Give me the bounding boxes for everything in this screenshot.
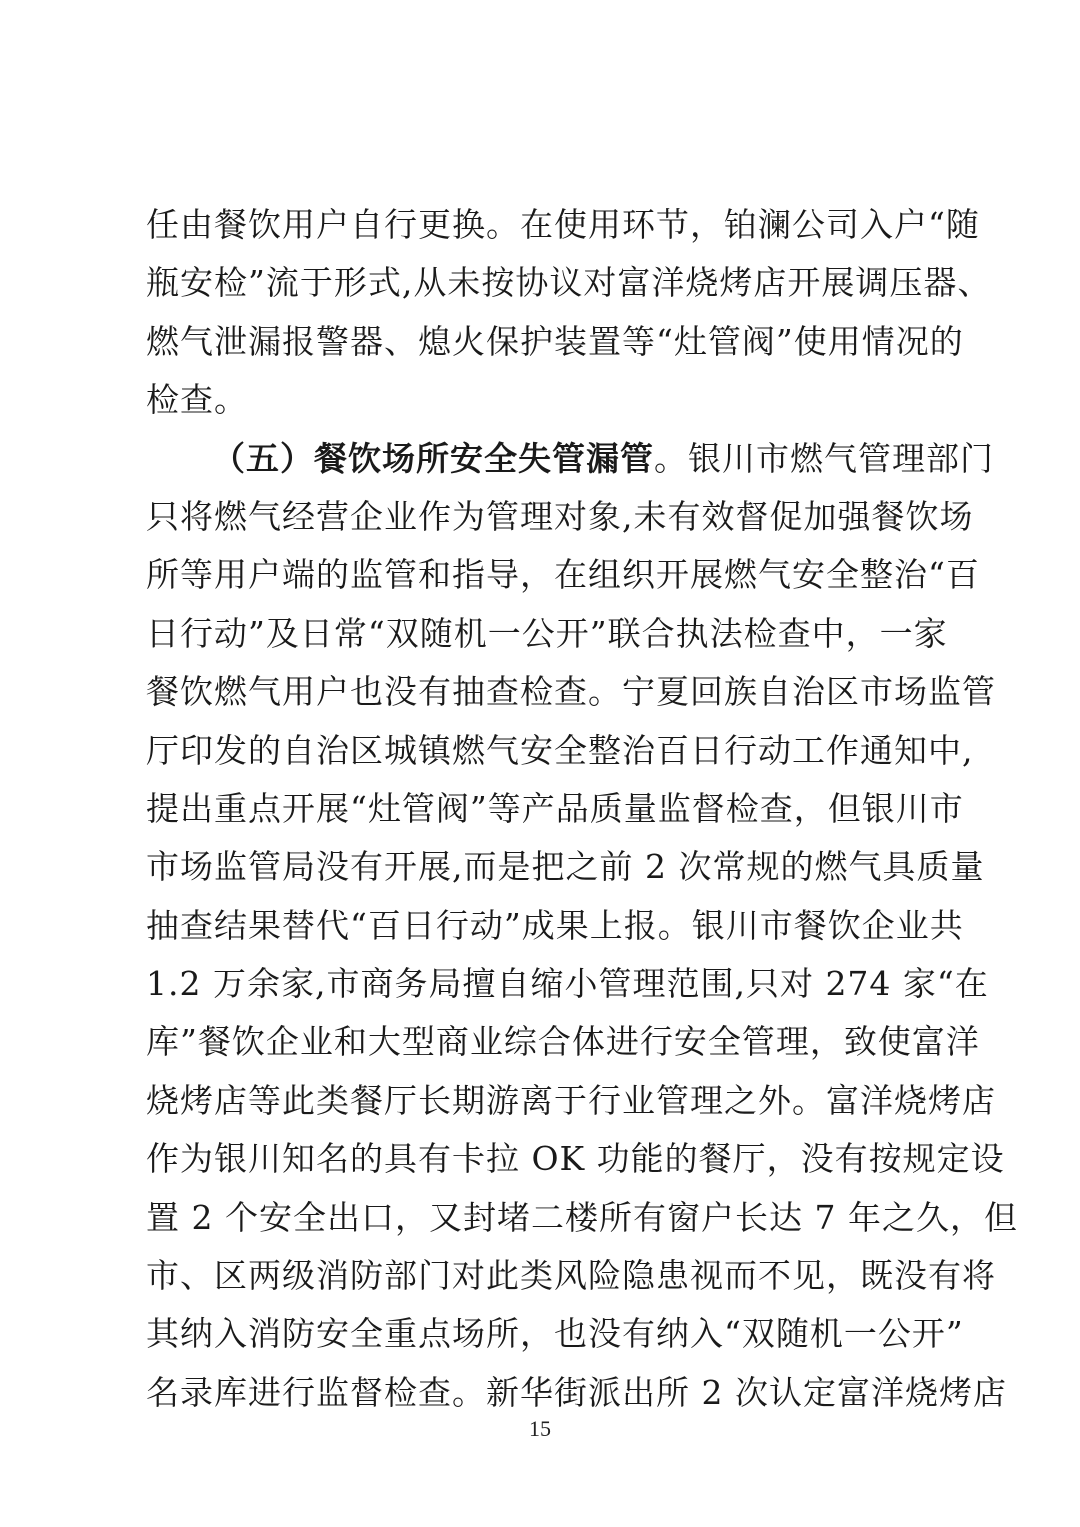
document-body xyxy=(146,196,1018,1422)
paragraph-1 xyxy=(146,196,992,430)
text-line: 名录库进行监督检查。新华街派出所 2 次认定富洋烧烤店 xyxy=(146,1372,1007,1412)
text-line: 其纳入消防安全重点场所，也没有纳入“双随机一公开” xyxy=(146,1314,964,1354)
text-line: 置 2 个安全出口，又封堵二楼所有窗户长达 7 年之久，但 xyxy=(146,1197,1018,1237)
text-line: 提出重点开展“灶管阀”等产品质量监督检查，但银川市 xyxy=(146,788,964,828)
section-heading: （五）餐饮场所安全失管漏管 xyxy=(212,438,654,478)
text-line: 日行动”及日常“双随机一公开”联合执法检查中，一家 xyxy=(146,613,948,653)
text-line: 瓶安检”流于形式,从未按协议对富洋烧烤店开展调压器、 xyxy=(146,263,992,303)
text-line: 1.2 万余家,市商务局擅自缩小管理范围,只对 274 家“在 xyxy=(146,964,989,1004)
text-line: 市场监管局没有开展,而是把之前 2 次常规的燃气具质量 xyxy=(146,847,985,887)
text-line: 所等用户端的监管和指导，在组织开展燃气安全整治“百 xyxy=(146,555,980,595)
text-line: 检查。 xyxy=(146,380,248,420)
paragraph-2 xyxy=(146,430,1018,1423)
text-line: 厅印发的自治区城镇燃气安全整治百日行动工作通知中, xyxy=(146,730,974,770)
heading-line-text: 。银川市燃气管理部门 xyxy=(654,438,994,478)
page-number: 15 xyxy=(529,1416,551,1441)
text-line: 燃气泄漏报警器、熄火保护装置等“灶管阀”使用情况的 xyxy=(146,321,964,361)
text-line: 只将燃气经营企业作为管理对象,未有效督促加强餐饮场 xyxy=(146,496,974,536)
text-line: 烧烤店等此类餐厅长期游离于行业管理之外。富洋烧烤店 xyxy=(146,1080,996,1120)
text-line: 抽查结果替代“百日行动”成果上报。银川市餐饮企业共 xyxy=(146,905,964,945)
text-line: 库”餐饮企业和大型商业综合体进行安全管理，致使富洋 xyxy=(146,1022,980,1062)
text-line-with-heading xyxy=(146,430,994,488)
text-line: 餐饮燃气用户也没有抽查检查。宁夏回族自治区市场监管 xyxy=(146,672,996,712)
text-line: 作为银川知名的具有卡拉 OK 功能的餐厅，没有按规定设 xyxy=(146,1139,1005,1179)
text-line: 市、区两级消防部门对此类风险隐患视而不见，既没有将 xyxy=(146,1256,996,1296)
text-line: 任由餐饮用户自行更换。在使用环节，铂澜公司入户“随 xyxy=(146,205,980,244)
